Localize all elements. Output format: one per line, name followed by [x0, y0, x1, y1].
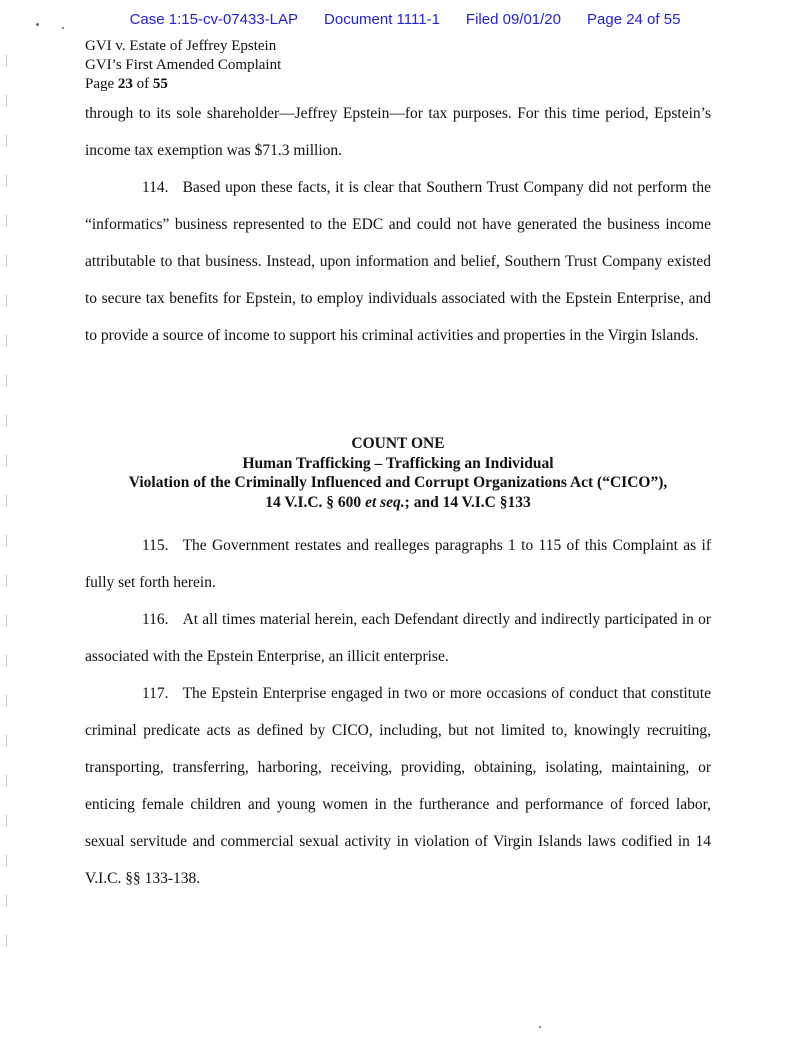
- case-number: Case 1:15-cv-07433-LAP: [129, 11, 299, 28]
- filed-date: Filed 09/01/20: [465, 11, 561, 28]
- doc-header-doc-title: GVI’s First Amended Complaint: [85, 57, 282, 73]
- doc-header-case-title: GVI v. Estate of Jeffrey Epstein: [85, 38, 277, 54]
- case-stamp-header: [0, 11, 810, 28]
- paragraph-number: 117.: [142, 685, 169, 702]
- paragraph-116: [85, 601, 711, 675]
- statute-citation-part1: 14 V.I.C. § 600: [265, 493, 366, 511]
- paragraph-number: 114.: [142, 179, 169, 196]
- document-number: Document 1111-1: [324, 11, 440, 28]
- doc-header: [85, 37, 281, 94]
- statute-citation-part2: ; and 14 V.I.C §133: [404, 493, 531, 511]
- page-number: 23: [117, 76, 133, 92]
- count-heading-line1: COUNT ONE: [351, 435, 445, 452]
- count-one-heading: [85, 434, 711, 512]
- paragraph-text: The Epstein Enterprise engaged in two or more occasions of conduct that constitute criminal predicate acts as defined by CICO, including, but not limited to, knowingly recruiting, transporting, transferring, harboring, receiving, providing, obtaining, isolating, maintaining, or enticing female children and young women in the furtherance and performance of forced labor, sexual servitude and commercial sexual activity in violation of Virgin Islands laws codified in 14 V.I.C. §§ 133-138.: [85, 685, 711, 887]
- paragraph-number: 116.: [142, 611, 169, 628]
- count-heading-line2: Human Trafficking – Trafficking an Individual: [242, 454, 554, 472]
- page-of-label: of: [132, 76, 153, 92]
- page-total: 55: [152, 76, 168, 92]
- paragraph-number: 115.: [142, 537, 169, 554]
- paragraph-text: At all times material herein, each Defendant directly and indirectly participated in or associated with the Epstein Enterprise, an illicit enterprise.: [85, 611, 711, 665]
- stamp-page-number: Page 24 of 55: [587, 11, 681, 28]
- paragraph-continuation: [85, 95, 711, 169]
- paragraph-text: The Government restates and realleges paragraphs 1 to 115 of this Complaint as if fully set forth herein.: [85, 537, 711, 591]
- paragraph-117: [85, 675, 711, 897]
- page-label: Page: [85, 76, 118, 92]
- paragraph-115: [85, 527, 711, 601]
- count-heading-line3: Violation of the Criminally Influenced and Corrupt Organizations Act (“CICO”),: [128, 474, 668, 491]
- doc-header-page-line: [85, 75, 281, 94]
- paragraph-text: Based upon these facts, it is clear that Southern Trust Company did not perform the “informatics” business represented to the EDC and could not have generated the business income attributable to that business. Instead, upon information and belief, Southern Trust Company existed to secure tax benefits for Epstein, to employ individuals associated with the Epstein Enterprise, and to provide a source of income to support his criminal activities and properties in the Virgin Islands.: [85, 179, 711, 344]
- document-body: [85, 95, 711, 897]
- paragraph-text: through to its sole shareholder—Jeffrey Epstein—for tax purposes. For this time period, Epstein’s income tax exemption was $71.3 million.: [85, 105, 711, 159]
- scan-artifact-dot: [539, 1026, 541, 1028]
- scan-artifact-left-line: [6, 55, 7, 955]
- count-heading-line4: [85, 493, 711, 513]
- statute-citation-etseq: et seq.: [365, 493, 405, 511]
- paragraph-114: [85, 169, 711, 354]
